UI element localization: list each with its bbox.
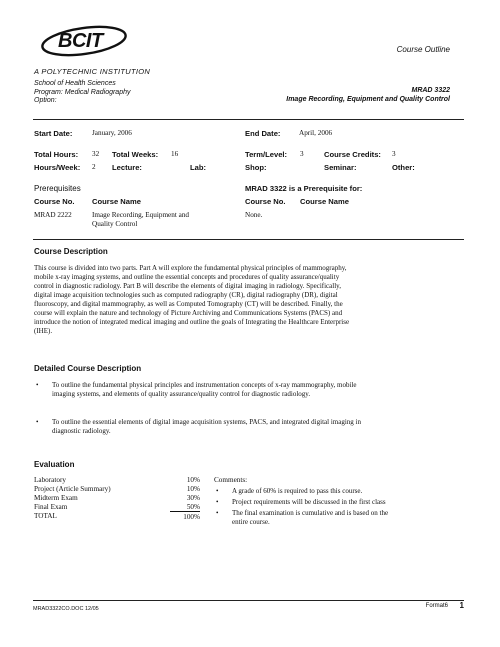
prereq-col-no: Course No. [34,197,75,206]
description-line: course will explain the nature and technology of Picture Archiving and Communications Systems (PACS) and [34,309,343,317]
comment-line: The final examination is cumulative and is based on the [232,509,389,517]
bullet-line: diagnostic radiology. [52,427,111,435]
eval-pct: 100% [183,512,200,521]
bullet-icon: • [216,498,219,506]
course-title: Image Recording, Equipment and Quality Control [286,96,450,103]
prerequisites-heading: Prerequisites [34,184,81,193]
total-weeks-value: 16 [171,150,179,158]
is-prereq-col-name: Course Name [300,197,349,206]
program-name: Program: Medical Radiography [34,88,131,96]
evaluation-row [34,484,200,493]
credits-label: Course Credits: [324,150,381,159]
bullet-icon: • [36,418,39,426]
credits-value: 3 [392,150,396,158]
course-heading [286,86,450,104]
footer-format: Format6 [425,603,448,609]
description-line: (IHE). [34,327,53,335]
start-date-label: Start Date: [34,129,73,138]
eval-item: Laboratory [34,475,66,484]
detailed-bullet-2 [52,418,464,436]
description-line: mobile x-ray imaging systems, and outline the essential concepts and procedures of quality assurance/quality [34,273,340,281]
doc-type: Course Outline [396,45,450,54]
eval-pct: 50% [170,502,200,512]
course-description-heading: Course Description [34,247,108,256]
is-prereq-heading: MRAD 3322 is a Prerequisite for: [245,184,363,193]
option-label: Option: [34,97,57,104]
school-name: School of Health Sciences [34,80,116,87]
evaluation-row [34,512,200,522]
lab-label: Lab: [190,163,207,172]
bullet-line: To outline the essential elements of digital image acquisition systems, PACS, and integrated digital imaging in [52,418,361,426]
bullet-icon: • [216,509,219,517]
detailed-bullet-1 [52,381,464,399]
footer-divider [33,600,464,601]
total-hours-label: Total Hours: [34,150,79,159]
prereq-divider [33,239,464,240]
end-date-value: April, 2006 [299,129,333,137]
seminar-label: Seminar: [324,163,357,172]
prereq-course-name-line2: Quality Control [92,220,138,228]
description-line: This course is divided into two parts. Part A will explore the fundamental physical principles of mammography, [34,264,347,272]
bullet-line: imaging systems, and elements of quality assurance/quality control for diagnostic radiology. [52,390,311,398]
bullet-icon: • [36,381,39,389]
eval-item: Midterm Exam [34,493,78,502]
end-date-label: End Date: [245,129,281,138]
description-line: fluoroscopy, and digital mammography, as well as Computed Tomography (CT) will be described. Finally, the [34,300,343,308]
description-line: introduce the notion of integrated medical imaging and outline the goals of Integrating the Healthcare Enterprise [34,318,350,326]
comment-3 [232,509,388,527]
course-code: MRAD 3322 [411,87,450,94]
evaluation-table [34,475,200,521]
lecture-label: Lecture: [112,163,142,172]
hours-week-value: 2 [92,163,96,171]
page-number: 1 [459,601,464,610]
eval-pct: 10% [186,475,200,484]
eval-item: Project (Article Summary) [34,484,111,493]
total-weeks-label: Total Weeks: [112,150,159,159]
bullet-icon: • [216,487,219,495]
description-line: control in diagnostic radiology. Part B will describe the elements of digital imaging in radiology. Specifically, [34,282,341,290]
comment-1: A grade of 60% is required to pass this course. [232,487,363,495]
footer-filename: MRAD3322CO.DOC 12/05 [33,606,99,612]
evaluation-heading: Evaluation [34,460,75,469]
header-divider [33,119,464,120]
eval-item: TOTAL [34,512,57,521]
eval-pct: 30% [186,493,200,502]
eval-item: Final Exam [34,502,68,511]
eval-pct: 10% [186,484,200,493]
logo-text: BCIT [58,30,103,52]
comments-heading: Comments: [214,476,248,484]
prereq-course-name-line1: Image Recording, Equipment and [92,211,190,219]
comment-2: Project requirements will be discussed in the first class [232,498,386,506]
term-value: 3 [300,150,304,158]
term-label: Term/Level: [245,150,288,159]
bcit-logo [34,22,130,66]
comment-line: entire course. [232,518,270,526]
evaluation-row [34,475,200,484]
course-description-body [34,264,464,336]
shop-label: Shop: [245,163,267,172]
prereq-course-name [92,211,189,229]
tagline: A POLYTECHNIC INSTITUTION [34,67,151,76]
hours-week-label: Hours/Week: [34,163,81,172]
is-prereq-none: None. [245,211,263,219]
is-prereq-col-no: Course No. [245,197,286,206]
prereq-col-name: Course Name [92,197,141,206]
evaluation-row [34,493,200,502]
description-line: digital image acquisition technologies such as computed radiography (CR), digital radiography (DR), digital [34,291,338,299]
total-hours-value: 32 [92,150,100,158]
prereq-course-no: MRAD 2222 [34,211,72,219]
detailed-description-heading: Detailed Course Description [34,364,142,373]
other-label: Other: [392,163,415,172]
school-info [34,80,131,106]
start-date-value: January, 2006 [92,129,132,137]
bullet-line: To outline the fundamental physical principles and instrumentation concepts of x-ray mammography, mobile [52,381,357,389]
evaluation-row [34,502,200,512]
